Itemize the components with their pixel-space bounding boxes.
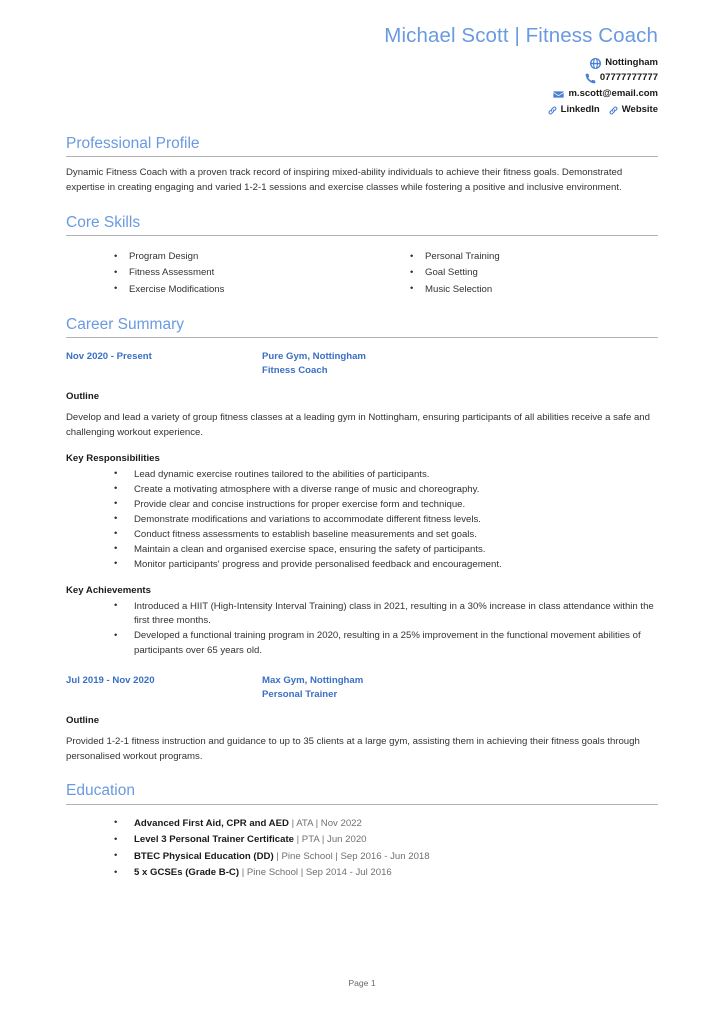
contact-details (66, 57, 658, 117)
list-item: • Demonstrate modifications and variations to accommodate different fitness levels. (66, 513, 658, 528)
career-company: Pure Gym, Nottingham (262, 351, 366, 363)
section-title-career-summary: Career Summary (66, 315, 184, 333)
achievements-label: Key Achievements (66, 584, 151, 596)
skills-list-left (112, 249, 362, 297)
phone-icon (585, 73, 596, 84)
website-label: Website (621, 104, 658, 116)
outline-label: Outline (66, 714, 100, 726)
education-qualification: Advanced First Aid, CPR and AED (134, 817, 289, 829)
contact-location-label: Nottingham (605, 56, 658, 68)
contact-email (553, 88, 658, 101)
list-item: • Goal Setting (408, 265, 658, 281)
list-item: • Provide clear and concise instructions for proper exercise form and technique. (66, 498, 658, 513)
contact-location (590, 57, 658, 70)
list-item (66, 816, 658, 833)
education-details: | Pine School | Sep 2014 - Jul 2016 (239, 867, 392, 879)
list-item: • Monitor participants' progress and provide personalised feedback and encouragement. (66, 558, 658, 573)
globe-icon (590, 58, 601, 69)
contact-phone-label: 07777777777 (599, 72, 658, 84)
outline-text: Develop and lead a variety of group fitness classes at a leading gym in Nottingham, ensuring participants of all abilities receive a safe and challenging workout experience. (66, 411, 650, 438)
core-skills-column-left (66, 249, 362, 297)
education-qualification: BTEC Physical Education (DD) (134, 850, 274, 862)
education-list (66, 816, 658, 882)
section-title-education: Education (66, 782, 135, 800)
education-details: | ATA | Nov 2022 (288, 817, 362, 829)
linkedin-label: LinkedIn (560, 104, 600, 116)
list-item: • Conduct fitness assessments to establish baseline measurements and set goals. (66, 528, 658, 543)
list-item: • Exercise Modifications (112, 282, 362, 298)
outline-label: Outline (66, 390, 100, 402)
list-item: • Introduced a HIIT (High-Intensity Interval Training) class in 2021, resulting in a 30% increase in class attendance within the first three months. (66, 600, 658, 629)
career-entry (66, 659, 658, 765)
contact-phone (585, 72, 658, 85)
website-link[interactable] (608, 104, 658, 117)
section-education (66, 781, 658, 881)
career-company: Max Gym, Nottingham (262, 674, 364, 686)
core-skills-column-right (362, 249, 658, 297)
skills-list-right (408, 249, 658, 297)
section-professional-profile (66, 134, 658, 196)
outline-text: Provided 1-2-1 fitness instruction and guidance to up to 35 clients at a large gym, assisting them in achieving their fitness goals through personalised workout programs. (66, 735, 640, 762)
responsibilities-list (66, 468, 658, 573)
list-item: • Personal Training (408, 249, 658, 265)
education-qualification: 5 x GCSEs (Grade B-C) (134, 867, 240, 879)
core-skills-grid (66, 245, 658, 297)
list-item: • Maintain a clean and organised exercise space, ensuring the safety of participants. (66, 543, 658, 558)
linkedin-link[interactable] (547, 104, 600, 117)
list-item: • Create a motivating atmosphere with a diverse range of music and choreography. (66, 483, 658, 498)
list-item: • Program Design (112, 249, 362, 265)
career-entry (66, 347, 658, 658)
education-details: | Pine School | Sep 2016 - Jun 2018 (273, 850, 430, 862)
contact-email-label: m.scott@email.com (568, 88, 658, 100)
section-career-summary (66, 315, 658, 765)
career-role: Fitness Coach (262, 365, 328, 377)
resume-header (66, 0, 658, 117)
link-icon (608, 105, 619, 116)
list-item (66, 832, 658, 849)
section-title-professional-profile: Professional Profile (66, 134, 200, 152)
list-item: • Fitness Assessment (112, 265, 362, 281)
section-core-skills (66, 213, 658, 298)
list-item: • Developed a functional training program in 2020, resulting in a 25% improvement in the functional movement abilities of participants over 65 years old. (66, 629, 658, 658)
envelope-icon (553, 89, 564, 100)
candidate-name: Michael Scott | Fitness Coach (384, 24, 658, 47)
list-item: • Lead dynamic exercise routines tailored to the abilities of participants. (66, 468, 658, 483)
page-footer: Page 1 (348, 978, 376, 988)
career-dates: Jul 2019 - Nov 2020 (66, 674, 155, 686)
career-role: Personal Trainer (262, 689, 338, 701)
section-title-core-skills: Core Skills (66, 213, 141, 231)
responsibilities-label: Key Responsibilities (66, 452, 160, 464)
education-details: | PTA | Jun 2020 (293, 834, 367, 846)
profile-text: Dynamic Fitness Coach with a proven track record of inspiring mixed-ability individuals to achieve their fitness goals. Demonstrated expertise in creating engaging and varied 1-2-1 sessions and exercise classes while fostering a positive and inclusive environment. (66, 167, 623, 194)
link-icon (547, 105, 558, 116)
education-qualification: Level 3 Personal Trainer Certificate (134, 834, 294, 846)
achievements-list (66, 600, 658, 659)
list-item (66, 849, 658, 866)
list-item (66, 865, 658, 882)
contact-links (547, 104, 658, 117)
career-dates: Nov 2020 - Present (66, 351, 152, 363)
list-item: • Music Selection (408, 282, 658, 298)
